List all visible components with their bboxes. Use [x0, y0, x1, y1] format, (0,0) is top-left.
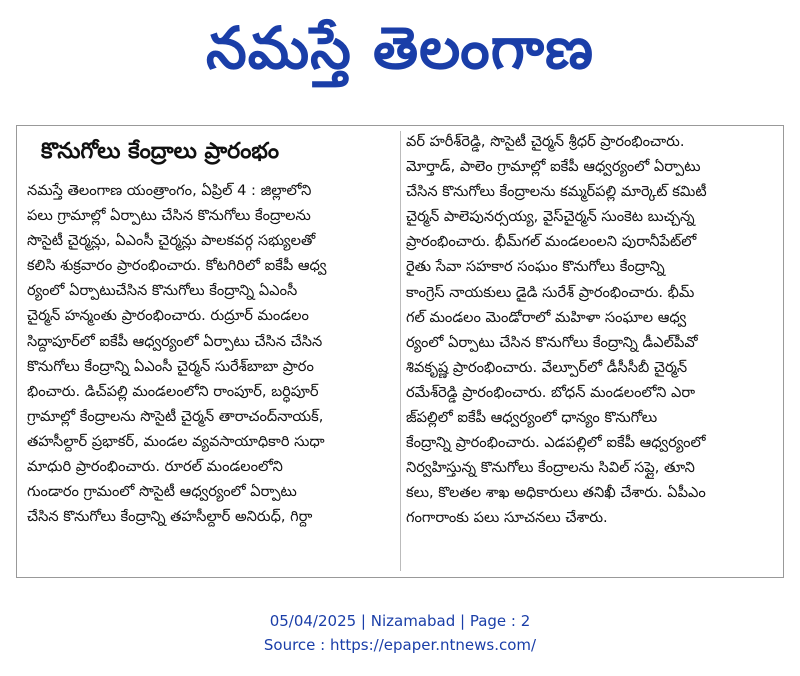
article-text-line: కొనుగోలు కేంద్రాన్ని ఏఎంసీ చైర్మన్ సురేశ్‌బాబా ప్రారం [27, 357, 314, 375]
article-text-line: పలు గ్రామాల్లో ఏర్పాటు చేసిన కొనుగోలు కేంద్రాలను [27, 207, 311, 225]
article-text-line: గంగారాంకు పలు సూచనలు చేశారు. [406, 509, 608, 527]
masthead-title: నమస్తే తెలంగాణ [206, 14, 594, 82]
article-text-line: గుండారం గ్రామంలో సొసైటీ ఆధ్వర్యంలో ఏర్పాటు [27, 483, 297, 501]
article-headline: కొనుగోలు కేంద్రాలు ప్రారంభం [41, 139, 280, 164]
article-text-line: కాంగ్రెస్ నాయకులు డైడి సురేశ్ ప్రారంభించారు. భీమ్ [406, 283, 695, 301]
left-column-text [27, 178, 395, 529]
article-clipping [16, 125, 784, 578]
article-text-line: శివకృష్ణ ప్రారంభించారు. వేల్పూర్‌లో డీసీసీబీ చైర్మన్ [406, 358, 688, 376]
article-text-line: తహసీల్దార్ ప్రభాకర్, మండల వ్యవసాయాధికారి సుధా [27, 432, 325, 450]
article-text-line: నమస్తే తెలంగాణ యంత్రాంగం, ఏప్రిల్ 4 : జిల్లాలోని [27, 182, 312, 199]
article-text-line: చైర్మన్ హన్మంతు ప్రారంభించారు. రుద్రూర్ మండలం [27, 307, 309, 325]
article-text-line: ర్యంలో ఏర్పాటు చేసిన కొనుగోలు కేంద్రాన్ని డీఎల్‌పీవో [406, 333, 698, 351]
article-text-line: గల్ మండలం మెండోరాలో మహిళా సంఘాల ఆధ్వ [406, 308, 687, 326]
article-column-right [406, 129, 774, 531]
article-text-line: కలిసి శుక్రవారం ప్రారంభించారు. కోటగిరిలో ఐకేపీ ఆధ్వ [27, 257, 327, 275]
article-text-line: ప్రారంభించారు. భీమ్‌గల్ మండలంలని పురానీపేట్‌లో [406, 233, 697, 251]
article-text-line: వర్ హరీశ్‌రెడ్డి, సొసైటీ చైర్మన్ శ్రీధర్ ప్రారంభించారు. [406, 133, 685, 150]
article-text-line: కేంద్రాన్ని ప్రారంభించారు. ఎడపల్లిలో ఐకేపీ ఆధ్వర్యంలో [406, 434, 706, 452]
article-text-line: మాధురి ప్రారంభించారు. రూరల్ మండలంలోని [27, 458, 283, 476]
article-text-line: గ్రామాల్లో కేంద్రాలను సొసైటీ చైర్మన్ తారాచంద్‌నాయక్, [27, 407, 324, 425]
article-text-line: సొసైటీ చైర్మన్లు, ఏఎంసీ చైర్మన్లు పాలకవర్గ సభ్యులతో [27, 232, 316, 250]
article-text-line: చేసిన కొనుగోలు కేంద్రాన్ని తహసీల్దార్ అనిరుధ్, గిర్దా [27, 508, 313, 526]
article-text-line: చైర్మన్ పాలెపునర్సయ్య, వైస్‌చైర్మన్ సుంకెట బుచ్చన్న [406, 208, 695, 226]
article-text-line: రమేశ్‌రెడ్డి ప్రారంభించారు. బోధన్ మండలంలోని ఎరా [406, 383, 696, 401]
masthead [0, 0, 800, 100]
article-column-left [27, 126, 395, 529]
footer-source-line: Source : https://epaper.ntnews.com/ [263, 636, 537, 654]
article-text-line: నిర్వహిస్తున్న కొనుగోలు కేంద్రాలను సివిల్ సప్లై, తూని [406, 459, 695, 477]
article-text-line: చేసిన కొనుగోలు కేంద్రాలను కమ్మర్‌పల్లి మార్కెట్ కమిటీ [406, 183, 707, 201]
article-text-line: జ్‌పల్లిలో ఐకేపీ ఆధ్వర్యంలో ధాన్యం కొనుగోలు [406, 409, 658, 427]
article-text-line: మోర్తాడ్, పాలెం గ్రామాల్లో ఐకేపీ ఆధ్వర్యంలో ఏర్పాటు [406, 158, 701, 176]
footer-date-line: 05/04/2025 | Nizamabad | Page : 2 [269, 612, 531, 630]
article-text-line: ర్యంలో ఏర్పాటుచేసిన కొనుగోలు కేంద్రాన్ని ఏఎంసీ [27, 282, 298, 300]
right-column-text [406, 129, 774, 531]
article-text-line: కలు, కొలతల శాఖ అధికారులు తనిఖీ చేశారు. ఏపీఎం [406, 484, 706, 502]
article-text-line: సిద్దాపూర్‌లో ఐకేపీ ఆధ్వర్యంలో ఏర్పాటు చేసిన చేసిన [27, 332, 323, 350]
column-divider [400, 131, 401, 571]
article-text-line: భించారు. డిచ్‌పల్లి మండలంలోని రాంపూర్, బర్ధిపూర్ [27, 382, 319, 400]
article-text-line: రైతు సేవా సహకార సంఘం కొనుగోలు కేంద్రాన్ని [406, 258, 665, 276]
